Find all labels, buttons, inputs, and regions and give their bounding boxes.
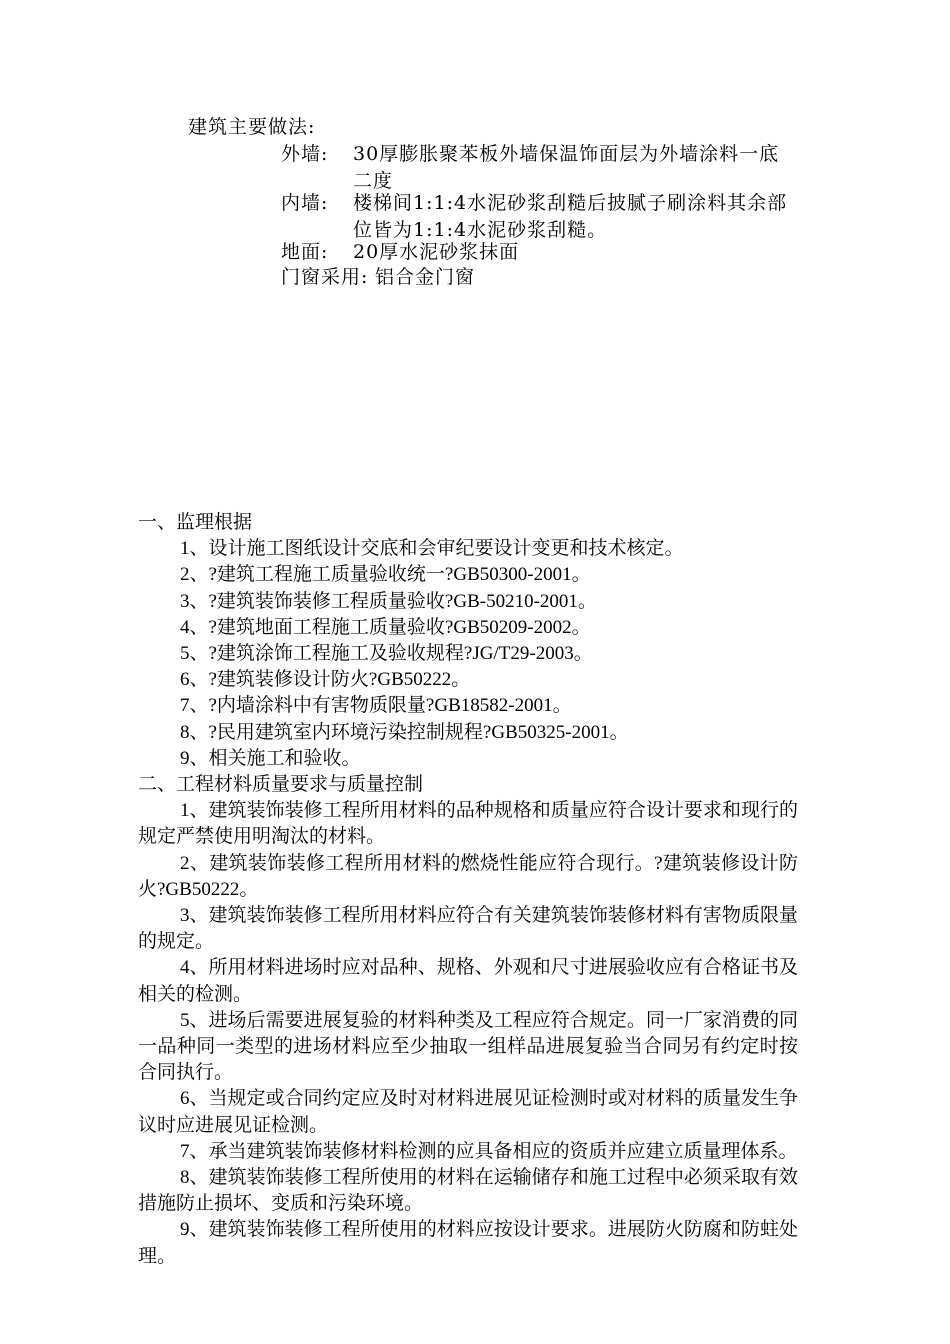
material-paragraph: 5、进场后需要进展复验的材料种类及工程应符合规定。同一厂家消费的同一品种同一类型的进场材料应至少抽取一组样品进展复验当合同另有约定时按合同执行。 xyxy=(138,1009,798,1084)
material-paragraph: 6、当规定或合同约定应及时对材料进展见证检测时或对材料的质量发生争议时应进展见证检测。 xyxy=(138,1088,798,1136)
section-title-basis: 一、监理根据 xyxy=(138,512,253,533)
basis-item: 3、?建筑装饰装修工程质量验收?GB-50210-2001。 xyxy=(180,590,597,612)
basis-item: 8、?民用建筑室内环境污染控制规程?GB50325-2001。 xyxy=(180,721,629,743)
basis-item: 2、?建筑工程施工质量验收统一?GB50300-2001。 xyxy=(180,564,591,586)
basis-item: 9、相关施工和验收。 xyxy=(180,747,361,769)
basis-item: 6、?建筑装修设计防火?GB50222。 xyxy=(180,669,471,691)
spec-label: 外墙: xyxy=(281,143,329,165)
material-paragraph: 7、承当建筑装饰装修材料检测的应具备相应的资质并应建立质量理体系。 xyxy=(180,1140,798,1162)
spec-label: 门窗采用: xyxy=(281,266,369,288)
material-paragraph: 2、建筑装饰装修工程所用材料的燃烧性能应符合现行。?建筑装修设计防火?GB50222。 xyxy=(138,852,798,900)
supervision-document xyxy=(138,510,798,1270)
material-paragraph: 9、建筑装饰装修工程所使用的材料应按设计要求。进展防火防腐和防蛀处理。 xyxy=(138,1219,798,1267)
spec-value: 铝合金门窗 xyxy=(375,266,476,288)
basis-item: 1、设计施工图纸设计交底和会审纪要设计变更和技术核定。 xyxy=(180,538,684,560)
basis-item: 7、?内墙涂料中有害物质限量?GB18582-2001。 xyxy=(180,695,572,717)
material-paragraph: 1、建筑装饰装修工程所用材料的品种规格和质量应符合设计要求和现行的规定严禁使用明淘汰的材料。 xyxy=(138,800,798,848)
material-paragraph: 4、所用材料进场时应对品种、规格、外观和尺寸进展验收应有合格证书及相关的检测。 xyxy=(138,957,798,1005)
spec-value: 30厚膨胀聚苯板外墙保温饰面层为外墙涂料一底二度 xyxy=(353,143,780,192)
basis-item: 5、?建筑涂饰工程施工及验收规程?JG/T29-2003。 xyxy=(180,643,593,665)
spec-value: 楼梯间1:1:4水泥砂浆刮糙后披腻子刷涂料其余部位皆为1:1:4水泥砂浆刮糙。 xyxy=(353,192,788,241)
material-paragraph: 3、建筑装饰装修工程所用材料应符合有关建筑装饰装修材料有害物质限量的规定。 xyxy=(138,905,798,953)
section-title-material-quality: 二、工程材料质量要求与质量控制 xyxy=(138,774,424,796)
spec-value: 20厚水泥砂浆抹面 xyxy=(353,241,520,263)
construction-heading: 建筑主要做法: xyxy=(188,116,316,138)
basis-item: 4、?建筑地面工程施工质量验收?GB50209-2002。 xyxy=(180,616,591,638)
material-paragraph: 8、建筑装饰装修工程所使用的材料在运输储存和施工过程中必须采取有效措施防止损坏、变质和污染环境。 xyxy=(138,1167,798,1215)
spec-label: 地面: xyxy=(281,241,329,263)
spec-label: 内墙: xyxy=(281,192,329,214)
